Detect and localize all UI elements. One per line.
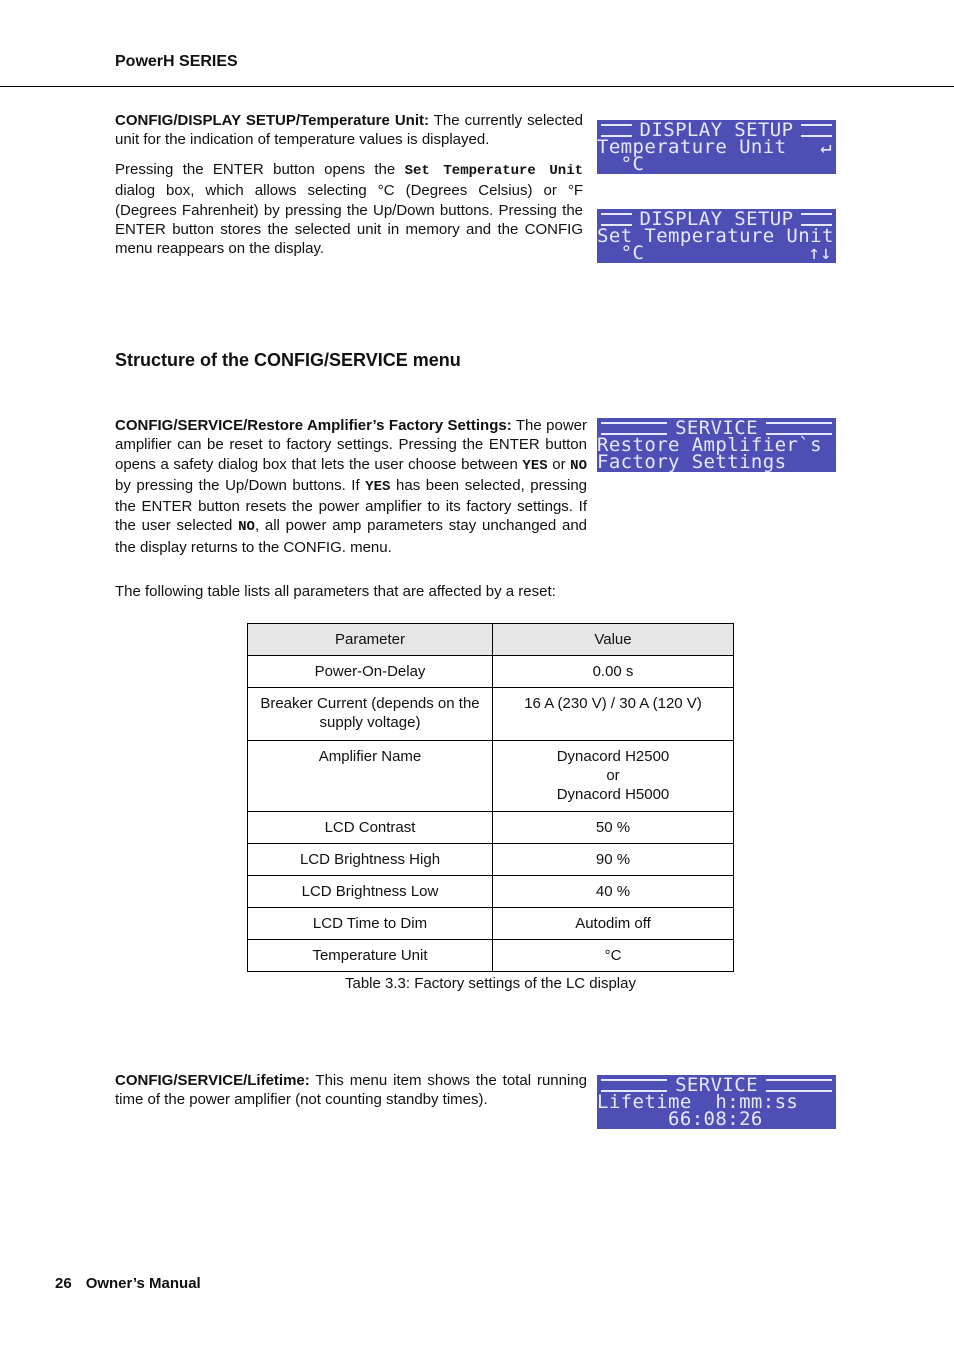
yes-code: YES [365, 478, 391, 495]
lcd-display-setup-set-temperature [597, 209, 836, 263]
param-cell: LCD Contrast [248, 812, 493, 844]
value-line: Dynacord H5000 [556, 786, 670, 803]
lcd-line-2: Temperature Unit [597, 136, 787, 158]
lcd-line-2: Restore Amplifier`s [597, 434, 822, 456]
no-code: NO [570, 457, 587, 474]
lcd-service-restore [597, 418, 836, 472]
lcd-display-setup-temperature [597, 120, 836, 174]
value-cell: 40 % [493, 876, 734, 908]
footer-label: Owner’s Manual [85, 1275, 201, 1292]
enter-text-a: Pressing the ENTER button opens the [115, 161, 405, 178]
lcd-line-2: Lifetime h:mm:ss [597, 1091, 799, 1113]
table-row [248, 688, 734, 741]
header-rule [0, 86, 954, 87]
lifetime-text: This menu item shows the total running time of the power amplifier (not counting standby times). [115, 1072, 587, 1109]
page-footer [55, 1275, 201, 1292]
restore-text-d: has been selected, pressing the ENTER button resets the power amplifier to its factory settings. If the user selected [115, 476, 588, 535]
lcd-title: SERVICE [675, 418, 758, 439]
enter-text-b: dialog box, which allows selecting °C (Degrees Celsius) or °F (Degrees Fahrenheit) by pressing the Up/Down buttons. Pressing the ENTER button stores the selected unit in memory and the CONFIG menu reappears on the display. [115, 182, 583, 258]
param-cell: LCD Time to Dim [248, 908, 493, 940]
table-row [248, 741, 734, 812]
table-row [248, 876, 734, 908]
no-code: NO [238, 519, 255, 536]
param-cell: LCD Brightness High [248, 844, 493, 876]
lcd-service-lifetime [597, 1075, 836, 1129]
restore-text-a: The power amplifier can be reset to factory settings. Pressing the ENTER button opens a safety dialog box that lets the user choose between [115, 417, 588, 473]
lcd-title: DISPLAY SETUP [639, 209, 794, 230]
table-row [248, 844, 734, 876]
enter-icon: ↵ [820, 136, 832, 158]
lcd-line-3: Factory Settings [597, 451, 787, 472]
param-cell: Temperature Unit [248, 940, 493, 972]
value-cell: 0.00 s [493, 656, 734, 688]
restore-settings-heading: CONFIG/SERVICE/Restore Amplifier’s Factory Settings: [115, 417, 512, 434]
column-header-value: Value [493, 624, 734, 656]
temperature-unit-text: The currently selected unit for the indication of temperature values is displayed. [115, 112, 583, 149]
value-cell: 50 % [493, 812, 734, 844]
temperature-unit-paragraph [115, 111, 583, 150]
table-header-row [248, 624, 734, 656]
value-cell: °C [493, 940, 734, 972]
value-cell [493, 741, 734, 812]
param-cell: Breaker Current (depends on the supply voltage) [248, 688, 493, 741]
lcd-line-3: 66:08:26 [597, 1108, 763, 1129]
value-cell: 16 A (230 V) / 30 A (120 V) [493, 688, 734, 741]
table-row [248, 940, 734, 972]
restore-text-b: or [547, 455, 571, 473]
temperature-unit-heading: CONFIG/DISPLAY SETUP/Temperature Unit: [115, 112, 429, 129]
enter-button-paragraph [115, 160, 583, 258]
yes-code: YES [522, 457, 548, 474]
running-header: PowerH SERIES [115, 53, 238, 70]
value-cell: Autodim off [493, 908, 734, 940]
restore-settings-paragraph [115, 416, 587, 557]
up-down-arrows-icon: ↑↓ [808, 242, 832, 263]
restore-text-c: by pressing the Up/Down buttons. If [115, 476, 366, 494]
section-heading: Structure of the CONFIG/SERVICE menu [115, 350, 461, 370]
column-header-parameter: Parameter [248, 624, 493, 656]
value-line: or [606, 767, 620, 784]
value-cell: 90 % [493, 844, 734, 876]
factory-settings-table [247, 623, 734, 972]
lcd-line-3: °C [597, 242, 645, 263]
page-number: 26 [55, 1275, 72, 1292]
param-cell: Amplifier Name [248, 741, 493, 812]
lcd-line-3: °C [597, 153, 645, 174]
value-line: Dynacord H2500 [556, 748, 670, 765]
lcd-title: DISPLAY SETUP [639, 120, 794, 141]
lifetime-paragraph [115, 1071, 587, 1110]
table-caption: Table 3.3: Factory settings of the LC display [345, 975, 636, 992]
param-cell: LCD Brightness Low [248, 876, 493, 908]
restore-text-e: , all power amp parameters stay unchanged and the display returns to the CONFIG. menu. [115, 517, 587, 556]
param-cell: Power-On-Delay [248, 656, 493, 688]
table-row [248, 812, 734, 844]
table-row [248, 908, 734, 940]
lifetime-heading: CONFIG/SERVICE/Lifetime: [115, 1072, 310, 1089]
table-intro: The following table lists all parameters that are affected by a reset: [115, 583, 556, 600]
lcd-title: SERVICE [675, 1075, 758, 1096]
table-row [248, 656, 734, 688]
lcd-line-2: Set Temperature Unit [597, 225, 834, 247]
dialog-name-code: Set Temperature Unit [404, 163, 583, 179]
